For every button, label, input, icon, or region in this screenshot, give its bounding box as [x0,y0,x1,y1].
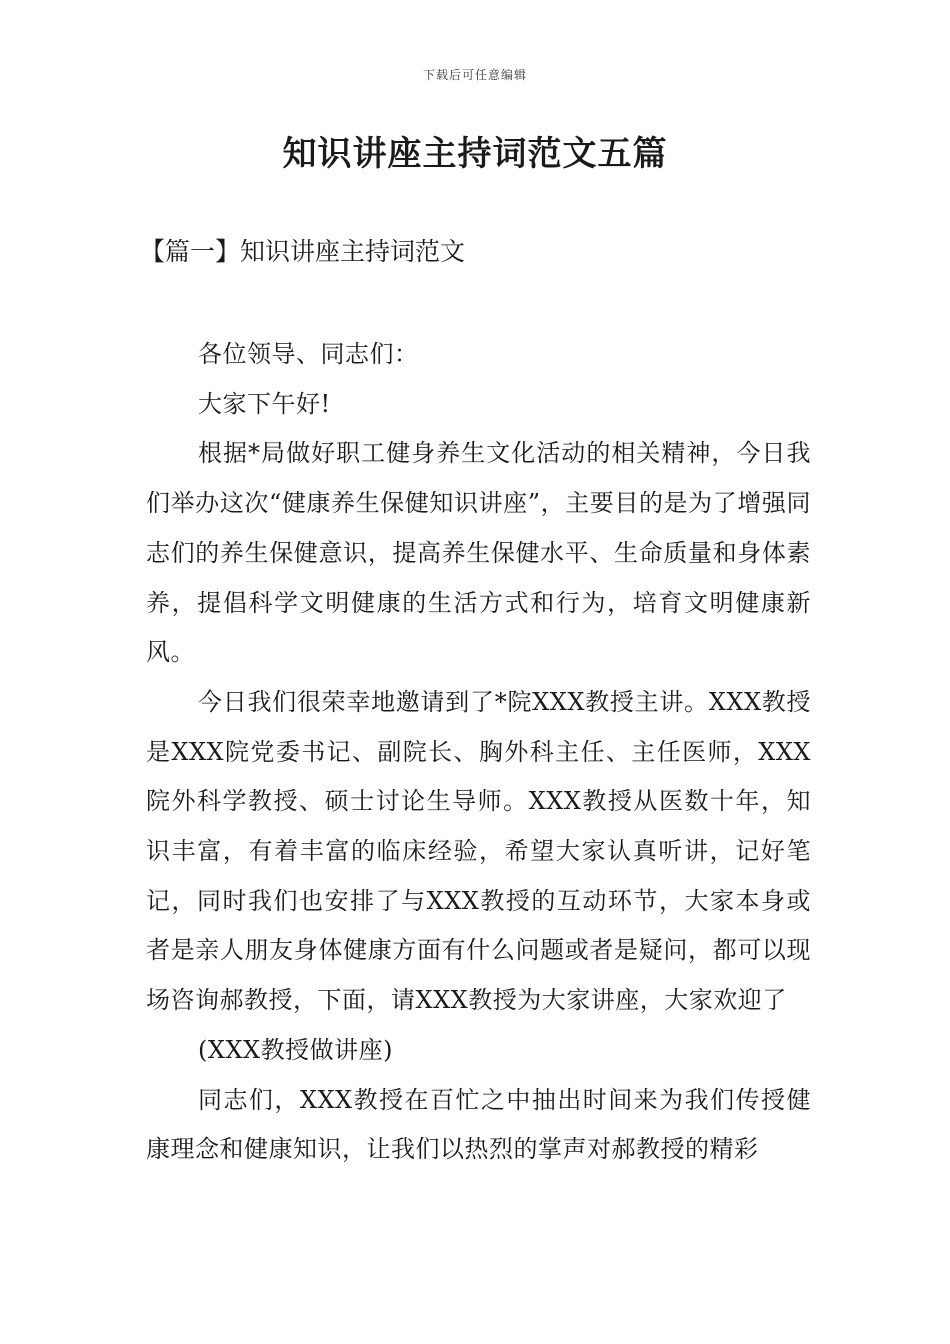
section-heading: 【篇一】知识讲座主持词范文 [140,237,466,266]
paragraph-lecture-note: (XXX教授做讲座) [198,1035,393,1064]
header-note: 下载后可任意编辑 [422,68,527,82]
paragraph-greeting: 各位领导、同志们： [198,340,419,368]
paragraph-closing: 同志们，XXX教授在百忙之中抽出时间来为我们传授健康理念和健康知识，让我们以热烈的掌声对郝教授的精彩 [146,1085,811,1164]
document-body [146,330,811,1175]
paragraph-introduction: 今日我们很荣幸地邀请到了*院XXX教授主讲。XXX教授是XXX院党委书记、副院长、胸外科主任、主任医师，XXX院外科学教授、硕士讨论生导师。XXX教授从医数十年，知识丰富，有着丰富的临床经验，希望大家认真听讲，记好笔记，同时我们也安排了与XXX教授的互动环节，大家本身或者是亲人朋友身体健康方面有什么问题或者是疑问，都可以现场咨询郝教授，下面，请XXX教授为大家讲座，大家欢迎了 [146,687,811,1015]
paragraph-salutation: 大家下午好! [198,389,331,418]
document-title: 知识讲座主持词范文五篇 [282,134,668,174]
paragraph-purpose: 根据*局做好职工健身养生文化活动的相关精神，今日我们举办这次“健康养生保健知识讲座”，主要目的是为了增强同志们的养生保健意识，提高养生保健水平、生命质量和身体素养，提倡科学文明健康的生活方式和行为，培育文明健康新风。 [146,439,811,667]
